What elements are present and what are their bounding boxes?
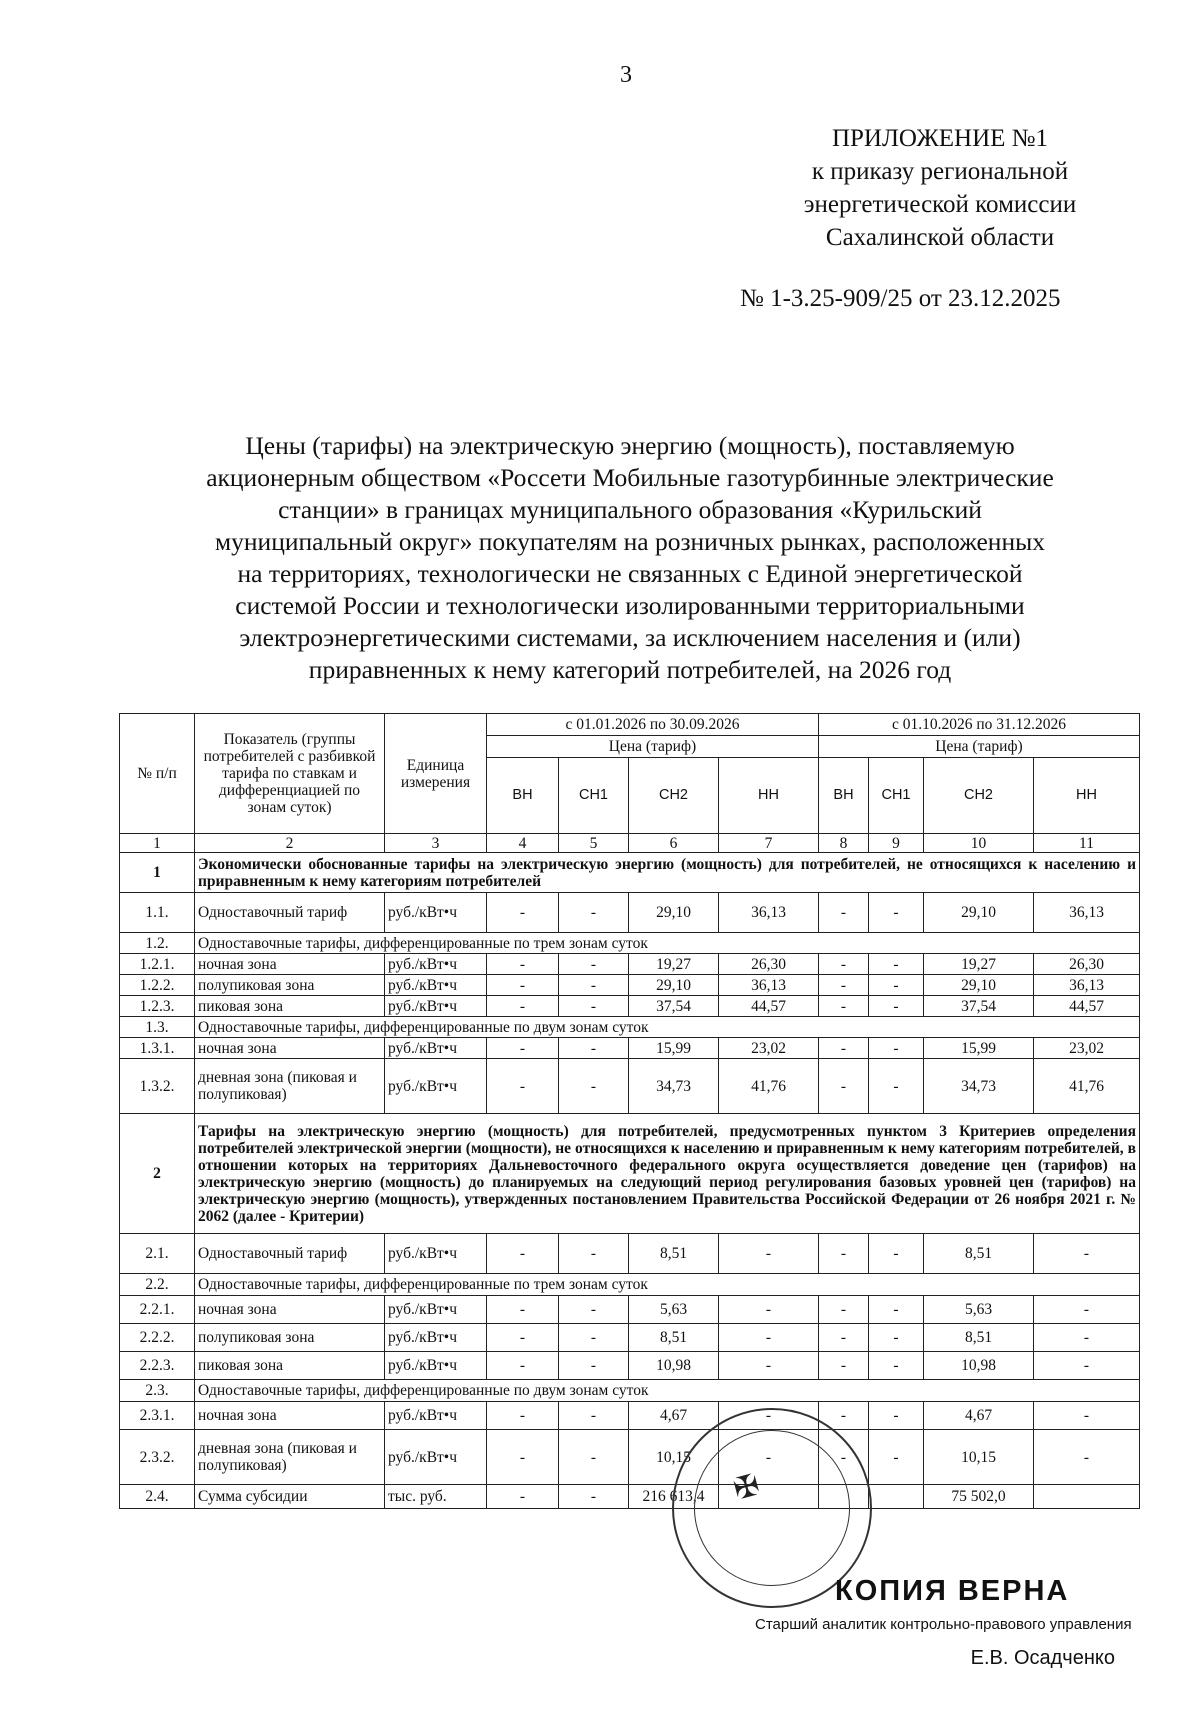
- table-row: [120, 1485, 1140, 1509]
- row-number: 2.4.: [120, 1485, 195, 1509]
- tariff-value: 216 613,4: [629, 1485, 719, 1509]
- table-row: [120, 1017, 1140, 1038]
- tariff-value: 29,10: [629, 975, 719, 996]
- tariff-value: -: [1034, 1402, 1140, 1430]
- tariff-value: -: [869, 1352, 924, 1380]
- title-line: системой России и технологически изолированными территориальными: [235, 591, 1025, 620]
- tariff-value: -: [487, 975, 559, 996]
- section-num: 1: [120, 853, 195, 893]
- tariff-value: -: [1034, 1430, 1140, 1485]
- tariff-value: -: [819, 1402, 869, 1430]
- tariff-value: 19,27: [629, 954, 719, 975]
- title-line: Цены (тарифы) на электрическую энергию (мощность), поставляемую: [245, 431, 1015, 460]
- row-name: ночная зона: [195, 1296, 385, 1324]
- tariff-value: -: [1034, 1234, 1140, 1274]
- table-row: [120, 933, 1140, 954]
- column-number: 4: [487, 834, 559, 853]
- row-number: 2.3.1.: [120, 1402, 195, 1430]
- title-line: акционерным обществом «Россети Мобильные газотурбинные электрические: [206, 463, 1054, 492]
- tariff-value: -: [487, 1430, 559, 1485]
- title-line: приравненных к нему категорий потребителей, на 2026 год: [308, 655, 952, 684]
- row-name: полупиковая зона: [195, 975, 385, 996]
- row-number: 1.2.1.: [120, 954, 195, 975]
- tariff-value: -: [819, 1296, 869, 1324]
- row-number: 2.3.: [120, 1380, 195, 1402]
- table-row: [120, 1324, 1140, 1352]
- row-unit: руб./кВт•ч: [385, 1430, 487, 1485]
- tariff-value: -: [819, 975, 869, 996]
- tariff-value: 44,57: [1034, 996, 1140, 1017]
- column-number: 3: [385, 834, 487, 853]
- table-row: [120, 1402, 1140, 1430]
- tariff-value: 44,57: [719, 996, 819, 1017]
- header-level: СН1: [559, 758, 629, 834]
- tariff-value: 23,02: [1034, 1038, 1140, 1059]
- row-name: Сумма субсидии: [195, 1485, 385, 1509]
- tariff-value: -: [559, 1402, 629, 1430]
- seal-inner-ring: [694, 1430, 850, 1586]
- row-unit: руб./кВт•ч: [385, 1038, 487, 1059]
- header-level: НН: [1034, 758, 1140, 834]
- tariff-value: 34,73: [924, 1059, 1034, 1114]
- tariff-value: 10,98: [924, 1352, 1034, 1380]
- tariff-value: 26,30: [719, 954, 819, 975]
- tariff-value: 5,63: [629, 1296, 719, 1324]
- row-unit: руб./кВт•ч: [385, 1234, 487, 1274]
- row-unit: тыс. руб.: [385, 1485, 487, 1509]
- header-level: СН2: [924, 758, 1034, 834]
- row-name: Одноставочный тариф: [195, 1234, 385, 1274]
- tariff-value: -: [869, 1324, 924, 1352]
- tariff-value: -: [559, 1038, 629, 1059]
- tariff-value: 10,98: [629, 1352, 719, 1380]
- row-name: полупиковая зона: [195, 1324, 385, 1352]
- group-title: Одноставочные тарифы, дифференцированные по трем зонам суток: [195, 933, 1140, 954]
- header-level: СН1: [869, 758, 924, 834]
- tariff-value: -: [719, 1324, 819, 1352]
- row-unit: руб./кВт•ч: [385, 1352, 487, 1380]
- tariff-value: -: [819, 1038, 869, 1059]
- certification-position: Старший аналитик контрольно-правового управления: [755, 1616, 1132, 1633]
- table-row: [120, 893, 1140, 933]
- header-num: № п/п: [120, 714, 195, 834]
- table-row: [120, 996, 1140, 1017]
- tariff-value: -: [869, 1402, 924, 1430]
- section-2-body: [120, 1114, 1140, 1509]
- row-number: 2.2.2.: [120, 1324, 195, 1352]
- tariff-value: 34,73: [629, 1059, 719, 1114]
- table-row: [120, 1059, 1140, 1114]
- title-line: электроэнергетическими системами, за исключением населения и (или): [239, 623, 1021, 652]
- tariff-value: -: [719, 1296, 819, 1324]
- tariff-value: 4,67: [924, 1402, 1034, 1430]
- tariff-value: -: [487, 1324, 559, 1352]
- row-number: 2.3.2.: [120, 1430, 195, 1485]
- tariff-value: 37,54: [924, 996, 1034, 1017]
- appendix-line: к приказу региональной: [811, 158, 1069, 185]
- table-row: [120, 954, 1140, 975]
- row-unit: руб./кВт•ч: [385, 954, 487, 975]
- row-unit: руб./кВт•ч: [385, 975, 487, 996]
- row-number: 1.3.1.: [120, 1038, 195, 1059]
- tariff-value: -: [869, 954, 924, 975]
- tariff-value: -: [819, 893, 869, 933]
- tariff-value: -: [559, 954, 629, 975]
- row-number: 1.1.: [120, 893, 195, 933]
- tariff-value: -: [869, 1038, 924, 1059]
- title-line: станции» в границах муниципального образования «Курильский: [278, 495, 982, 524]
- header-price-2: Цена (тариф): [819, 736, 1140, 758]
- row-name: дневная зона (пиковая и полупиковая): [195, 1059, 385, 1114]
- row-name: ночная зона: [195, 1038, 385, 1059]
- tariff-value: 29,10: [924, 893, 1034, 933]
- tariff-value: 5,63: [924, 1296, 1034, 1324]
- tariff-value: 29,10: [924, 975, 1034, 996]
- column-number: 9: [869, 834, 924, 853]
- table-row: [120, 1296, 1140, 1324]
- certification-block: [755, 1575, 1155, 1670]
- section-1-body: [120, 853, 1140, 1114]
- tariff-value: 37,54: [629, 996, 719, 1017]
- row-name: дневная зона (пиковая и полупиковая): [195, 1430, 385, 1485]
- title-line: муниципальный округ» покупателям на розничных рынках, расположенных: [215, 527, 1045, 556]
- tariff-value: -: [487, 1234, 559, 1274]
- row-number: 2.2.1.: [120, 1296, 195, 1324]
- tariff-value: -: [487, 1059, 559, 1114]
- row-number: 2.2.: [120, 1274, 195, 1296]
- tariff-value: 15,99: [629, 1038, 719, 1059]
- table-row: [120, 1430, 1140, 1485]
- tariff-value: -: [819, 954, 869, 975]
- tariff-value: [1034, 1485, 1140, 1509]
- header-level: СН2: [629, 758, 719, 834]
- tariff-value: -: [559, 1296, 629, 1324]
- row-number: 2.1.: [120, 1234, 195, 1274]
- table-row: [120, 1380, 1140, 1402]
- table-row: [120, 975, 1140, 996]
- row-name: ночная зона: [195, 1402, 385, 1430]
- tariff-value: 26,30: [1034, 954, 1140, 975]
- tariff-value: 41,76: [1034, 1059, 1140, 1114]
- tariff-value: -: [487, 1485, 559, 1509]
- column-number: 1: [120, 834, 195, 853]
- row-unit: руб./кВт•ч: [385, 1324, 487, 1352]
- table-row: [120, 1234, 1140, 1274]
- row-number: 1.2.3.: [120, 996, 195, 1017]
- seal-emblem-icon: ✠: [730, 1468, 763, 1507]
- group-title: Одноставочные тарифы, дифференцированные по трем зонам суток: [195, 1274, 1140, 1296]
- tariff-value: -: [487, 893, 559, 933]
- tariff-value: 19,27: [924, 954, 1034, 975]
- tariff-value: -: [559, 1485, 629, 1509]
- tariff-value: -: [487, 996, 559, 1017]
- row-unit: руб./кВт•ч: [385, 996, 487, 1017]
- tariff-value: 36,13: [1034, 893, 1140, 933]
- tariff-value: 8,51: [924, 1234, 1034, 1274]
- header-period-1: с 01.01.2026 по 30.09.2026: [487, 714, 819, 736]
- certification-name: Е.В. Осадченко: [970, 1647, 1115, 1669]
- row-unit: руб./кВт•ч: [385, 893, 487, 933]
- header-level: ВН: [487, 758, 559, 834]
- tariff-value: 23,02: [719, 1038, 819, 1059]
- tariff-value: -: [487, 1296, 559, 1324]
- tariff-value: -: [559, 1324, 629, 1352]
- tariff-value: -: [1034, 1324, 1140, 1352]
- appendix-line: Сахалинской области: [825, 224, 1055, 251]
- row-number: 2.2.3.: [120, 1352, 195, 1380]
- row-unit: руб./кВт•ч: [385, 1296, 487, 1324]
- header-period-2: с 01.10.2026 по 31.12.2026: [819, 714, 1140, 736]
- tariff-value: -: [819, 996, 869, 1017]
- tariff-value: -: [869, 1296, 924, 1324]
- tariff-value: -: [819, 1430, 869, 1485]
- tariff-value: -: [819, 1352, 869, 1380]
- tariff-value: -: [819, 1324, 869, 1352]
- row-name: пиковая зона: [195, 996, 385, 1017]
- tariff-value: -: [1034, 1296, 1140, 1324]
- tariff-value: -: [719, 1402, 819, 1430]
- section-title: Тарифы на электрическую энергию (мощность) для потребителей, предусмотренных пунктом 3 Критериев определения потребителей электрической энергии (мощности), не относящихся к населению и приравненным к нему категориям потребителей, в отношении которых на территориях Дальневосточного федерального округа осуществляется доведение цен (тарифов) на электрическую энергию (мощность) до планируемых на следующий период регулирования базовых уровней цен (тарифов) на электрическую энергию (мощность), утвержденных постановлением Правительства Российской Федерации от 26 ноября 2021 г. № 2062 (далее - Критерии): [195, 1114, 1140, 1234]
- header-level: ВН: [819, 758, 869, 834]
- column-number: 6: [629, 834, 719, 853]
- tariff-table: [119, 713, 1140, 1509]
- tariff-value: -: [719, 1430, 819, 1485]
- tariff-value: -: [487, 954, 559, 975]
- tariff-value: 10,15: [924, 1430, 1034, 1485]
- tariff-value: -: [559, 975, 629, 996]
- tariff-value: 8,51: [629, 1234, 719, 1274]
- section-title: Экономически обоснованные тарифы на электрическую энергию (мощность) для потребителей, не относящихся к населению и приравненным к нему категориям потребителей: [195, 853, 1140, 893]
- tariff-value: -: [719, 1234, 819, 1274]
- tariff-value: 8,51: [924, 1324, 1034, 1352]
- header-indicator: Показатель (группы потребителей с разбивкой тарифа по ставкам и дифференциацией по зонам суток): [195, 714, 385, 834]
- column-number: 7: [719, 834, 819, 853]
- table-row: [120, 1352, 1140, 1380]
- tariff-value: -: [819, 1059, 869, 1114]
- tariff-value: -: [487, 1038, 559, 1059]
- appendix-header: [740, 122, 1140, 254]
- tariff-value: -: [869, 893, 924, 933]
- certification-title: КОПИЯ ВЕРНА: [835, 1575, 1070, 1607]
- tariff-value: -: [559, 1430, 629, 1485]
- tariff-value: -: [559, 893, 629, 933]
- tariff-value: 36,13: [719, 975, 819, 996]
- tariff-value: -: [719, 1352, 819, 1380]
- column-number: 8: [819, 834, 869, 853]
- tariff-value: -: [869, 975, 924, 996]
- tariff-value: -: [559, 996, 629, 1017]
- column-number: 5: [559, 834, 629, 853]
- column-number: 11: [1034, 834, 1140, 853]
- tariff-value: 75 502,0: [924, 1485, 1034, 1509]
- column-number: 2: [195, 834, 385, 853]
- tariff-value: 36,13: [1034, 975, 1140, 996]
- tariff-value: 15,99: [924, 1038, 1034, 1059]
- appendix-line: энергетической комиссии: [803, 191, 1077, 218]
- table-row: [120, 1038, 1140, 1059]
- row-number: 1.2.: [120, 933, 195, 954]
- section-num: 2: [120, 1114, 195, 1234]
- tariff-value: -: [559, 1352, 629, 1380]
- tariff-value: -: [487, 1402, 559, 1430]
- table-row: [120, 1274, 1140, 1296]
- row-number: 1.3.2.: [120, 1059, 195, 1114]
- tariff-value: 8,51: [629, 1324, 719, 1352]
- tariff-value: -: [559, 1234, 629, 1274]
- tariff-value: 41,76: [719, 1059, 819, 1114]
- group-title: Одноставочные тарифы, дифференцированные по двум зонам суток: [195, 1017, 1140, 1038]
- tariff-value: 10,15: [629, 1430, 719, 1485]
- appendix-title: ПРИЛОЖЕНИЕ №1: [831, 125, 1049, 152]
- row-name: Одноставочный тариф: [195, 893, 385, 933]
- group-title: Одноставочные тарифы, дифференцированные по двум зонам суток: [195, 1380, 1140, 1402]
- page-number: 3: [620, 62, 632, 88]
- tariff-value: -: [487, 1352, 559, 1380]
- column-number: 10: [924, 834, 1034, 853]
- order-number: № 1-3.25-909/25 от 23.12.2025: [740, 285, 1061, 312]
- tariff-value: [869, 1485, 924, 1509]
- row-number: 1.2.2.: [120, 975, 195, 996]
- tariff-value: -: [869, 1430, 924, 1485]
- header-level: НН: [719, 758, 819, 834]
- tariff-value: -: [869, 1234, 924, 1274]
- tariff-value: -: [1034, 1352, 1140, 1380]
- document-title: [150, 430, 1110, 686]
- tariff-value: -: [559, 1059, 629, 1114]
- tariff-value: 36,13: [719, 893, 819, 933]
- header-unit: Единица измерения: [385, 714, 487, 834]
- tariff-value: 29,10: [629, 893, 719, 933]
- row-unit: руб./кВт•ч: [385, 1402, 487, 1430]
- header-price-1: Цена (тариф): [487, 736, 819, 758]
- tariff-value: -: [819, 1234, 869, 1274]
- tariff-value: -: [869, 996, 924, 1017]
- row-name: ночная зона: [195, 954, 385, 975]
- tariff-value: 4,67: [629, 1402, 719, 1430]
- row-number: 1.3.: [120, 1017, 195, 1038]
- row-unit: руб./кВт•ч: [385, 1059, 487, 1114]
- row-name: пиковая зона: [195, 1352, 385, 1380]
- tariff-value: -: [869, 1059, 924, 1114]
- title-line: на территориях, технологически не связанных с Единой энергетической: [237, 559, 1023, 588]
